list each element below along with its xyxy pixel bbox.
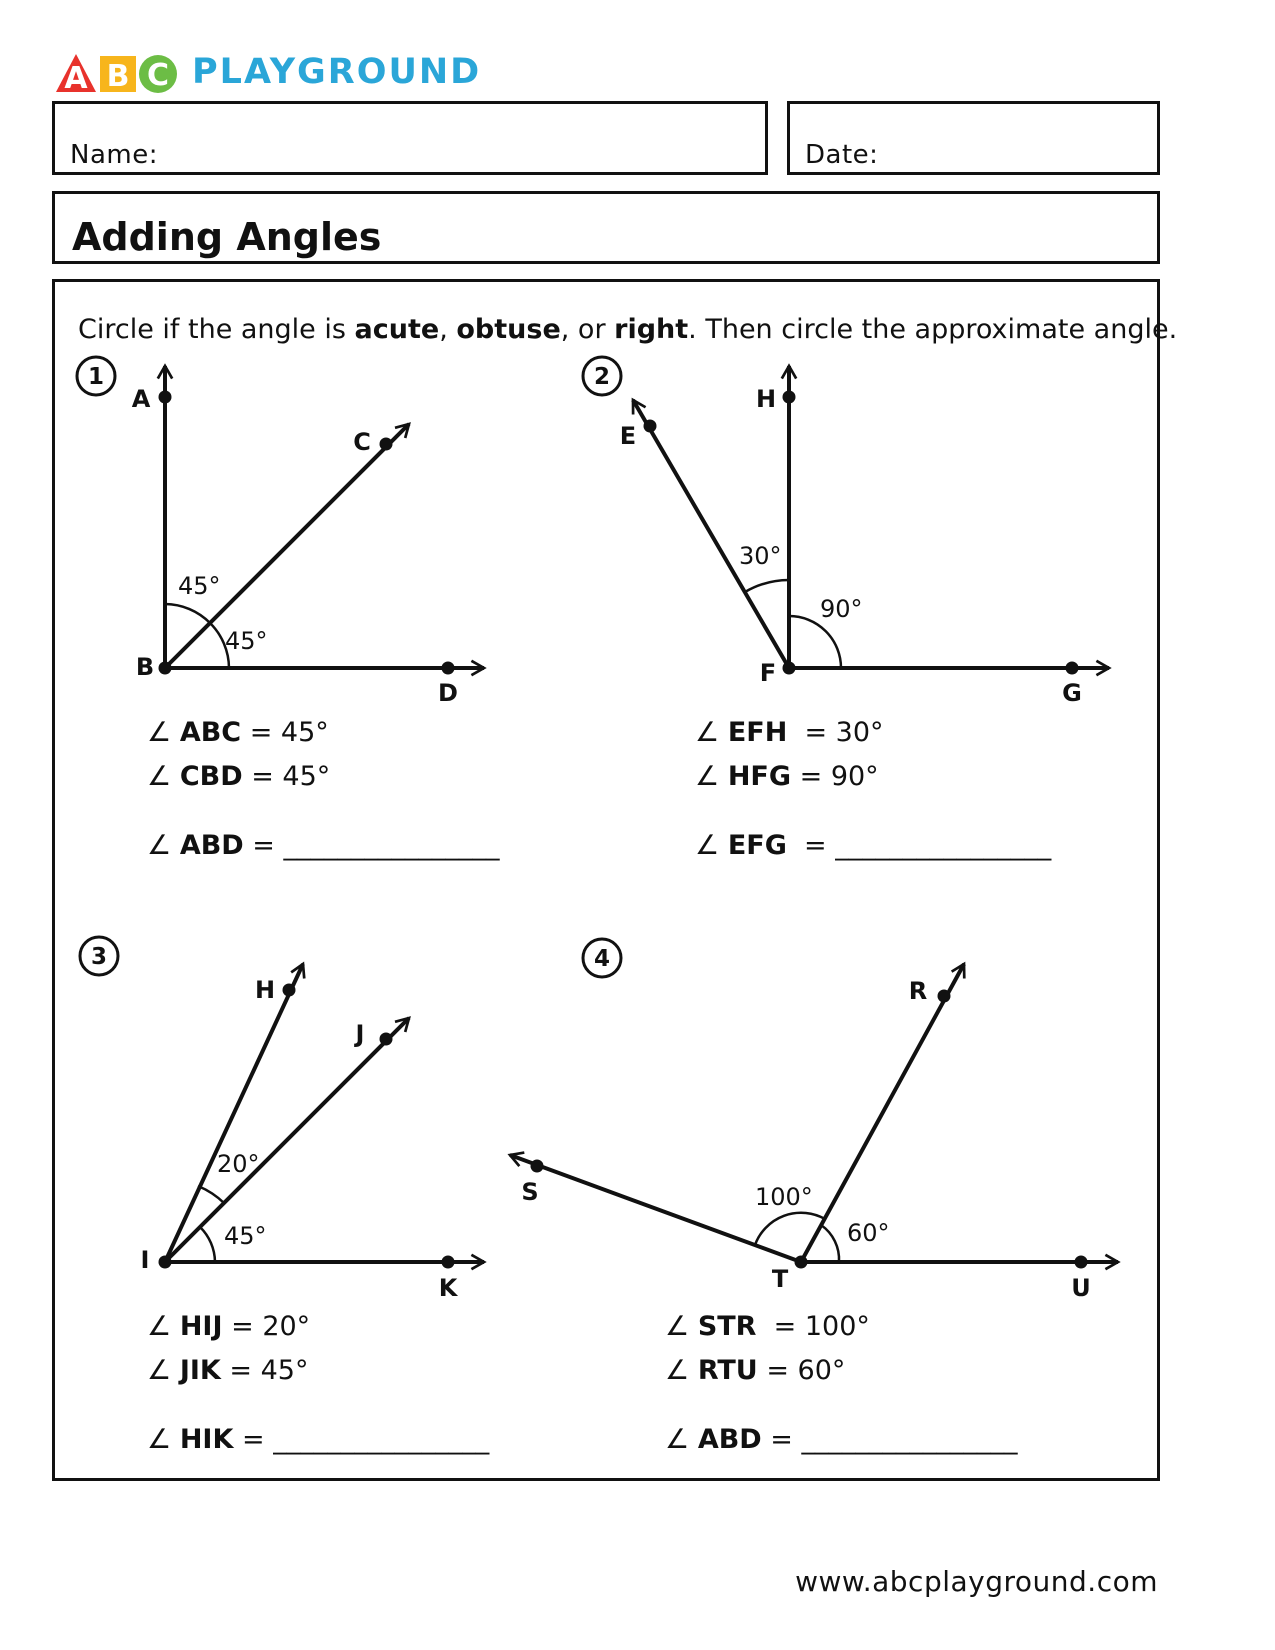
problem-4-number: 4 [593,946,611,972]
svg-text:C: C [146,58,170,93]
problem-2-diagram [633,366,1109,668]
label-h: H [755,385,777,413]
point-c [380,438,393,451]
instructions: Circle if the angle is acute, obtuse, or right. Then circle the approximate angle. [78,314,1178,345]
label-g: G [1062,679,1082,707]
ray-tr [801,964,964,1262]
answer-blank: ________________ [801,1424,1018,1455]
point-g [1066,662,1079,675]
point-a [159,391,172,404]
label-h3: H [254,976,276,1004]
problem-1-number: 1 [87,364,105,390]
p1-given-1: ∠ ABC = 45° [147,717,329,748]
point-t [795,1256,808,1269]
label-i: I [140,1246,150,1274]
ray-ij [165,1018,409,1262]
ray-ih [165,964,303,1262]
angle-label-rtu: 60° [847,1219,890,1247]
label-r: R [908,977,928,1005]
angle-icon: ∠ [147,830,172,861]
ray-bc [165,424,409,668]
answer-blank: ________________ [835,830,1052,861]
ray-fe [633,400,789,668]
point-u [1075,1256,1088,1269]
svg-text:B: B [106,59,130,94]
p4-answer[interactable]: ∠ ABD = ________________ [665,1424,1018,1455]
problem-2-number: 2 [593,364,611,390]
arc-jik [200,1227,215,1262]
p1-given-2: ∠ CBD = 45° [147,761,331,792]
label-b: B [135,653,155,681]
point-d [442,662,455,675]
point-e [644,420,657,433]
angle-icon: ∠ [147,1424,172,1455]
point-s [531,1160,544,1173]
p4-given-2: ∠ RTU = 60° [665,1355,846,1386]
angle-icon: ∠ [665,1355,690,1386]
angle-label-hij: 20° [217,1150,260,1178]
name-label: Name: [70,140,158,170]
point-j [380,1033,393,1046]
problem-3-number: 3 [90,944,108,970]
arc-hfg [789,616,841,668]
label-u: U [1071,1274,1091,1302]
point-h [783,391,796,404]
p2-given-2: ∠ HFG = 90° [695,761,879,792]
label-j: J [355,1020,365,1048]
label-f: F [759,659,777,687]
arc-hij [198,1186,224,1203]
angle-icon: ∠ [665,1424,690,1455]
problem-3-diagram [165,964,484,1262]
page-title: Adding Angles [72,215,382,259]
angle-icon: ∠ [147,761,172,792]
point-f [783,662,796,675]
angle-label-jik: 45° [224,1222,267,1250]
label-k: K [438,1274,458,1302]
p4-given-1: ∠ STR = 100° [665,1311,870,1342]
angle-icon: ∠ [147,1311,172,1342]
angle-label-efh: 30° [739,542,782,570]
point-r [938,990,951,1003]
answer-blank: ________________ [283,830,500,861]
label-e: E [619,422,637,450]
p1-answer[interactable]: ∠ ABD = ________________ [147,830,500,861]
label-c: C [353,428,371,456]
arc-efh [745,580,789,592]
point-k [442,1256,455,1269]
angle-icon: ∠ [147,717,172,748]
label-d: D [438,679,458,707]
p3-given-2: ∠ JIK = 45° [147,1355,309,1386]
logo-wordmark: PLAYGROUND [192,52,482,92]
problem-1-diagram [165,366,484,668]
p2-answer[interactable]: ∠ EFG = ________________ [695,830,1052,861]
p2-given-1: ∠ EFH = 30° [695,717,884,748]
footer-url[interactable]: www.abcplayground.com [795,1565,1158,1598]
svg-text:A: A [64,61,88,96]
label-s: S [521,1178,539,1206]
problem-4-diagram [510,964,1118,1262]
angle-label-hfg: 90° [820,595,863,623]
p3-answer[interactable]: ∠ HIK = ________________ [147,1424,490,1455]
angle-icon: ∠ [665,1311,690,1342]
point-i [159,1256,172,1269]
point-h3 [283,984,296,997]
angle-label-abc: 45° [178,572,221,600]
arc-abc [165,604,210,623]
angle-label-cbd: 45° [225,627,268,655]
point-b [159,662,172,675]
angle-icon: ∠ [695,717,720,748]
p3-given-1: ∠ HIJ = 20° [147,1311,311,1342]
label-t: T [771,1265,789,1293]
arc-rtu [821,1225,839,1262]
answer-blank: ________________ [273,1424,490,1455]
angle-icon: ∠ [695,830,720,861]
angle-icon: ∠ [147,1355,172,1386]
angle-icon: ∠ [695,761,720,792]
angle-label-str: 100° [755,1183,813,1211]
date-label: Date: [805,140,879,170]
label-a: A [131,385,151,413]
